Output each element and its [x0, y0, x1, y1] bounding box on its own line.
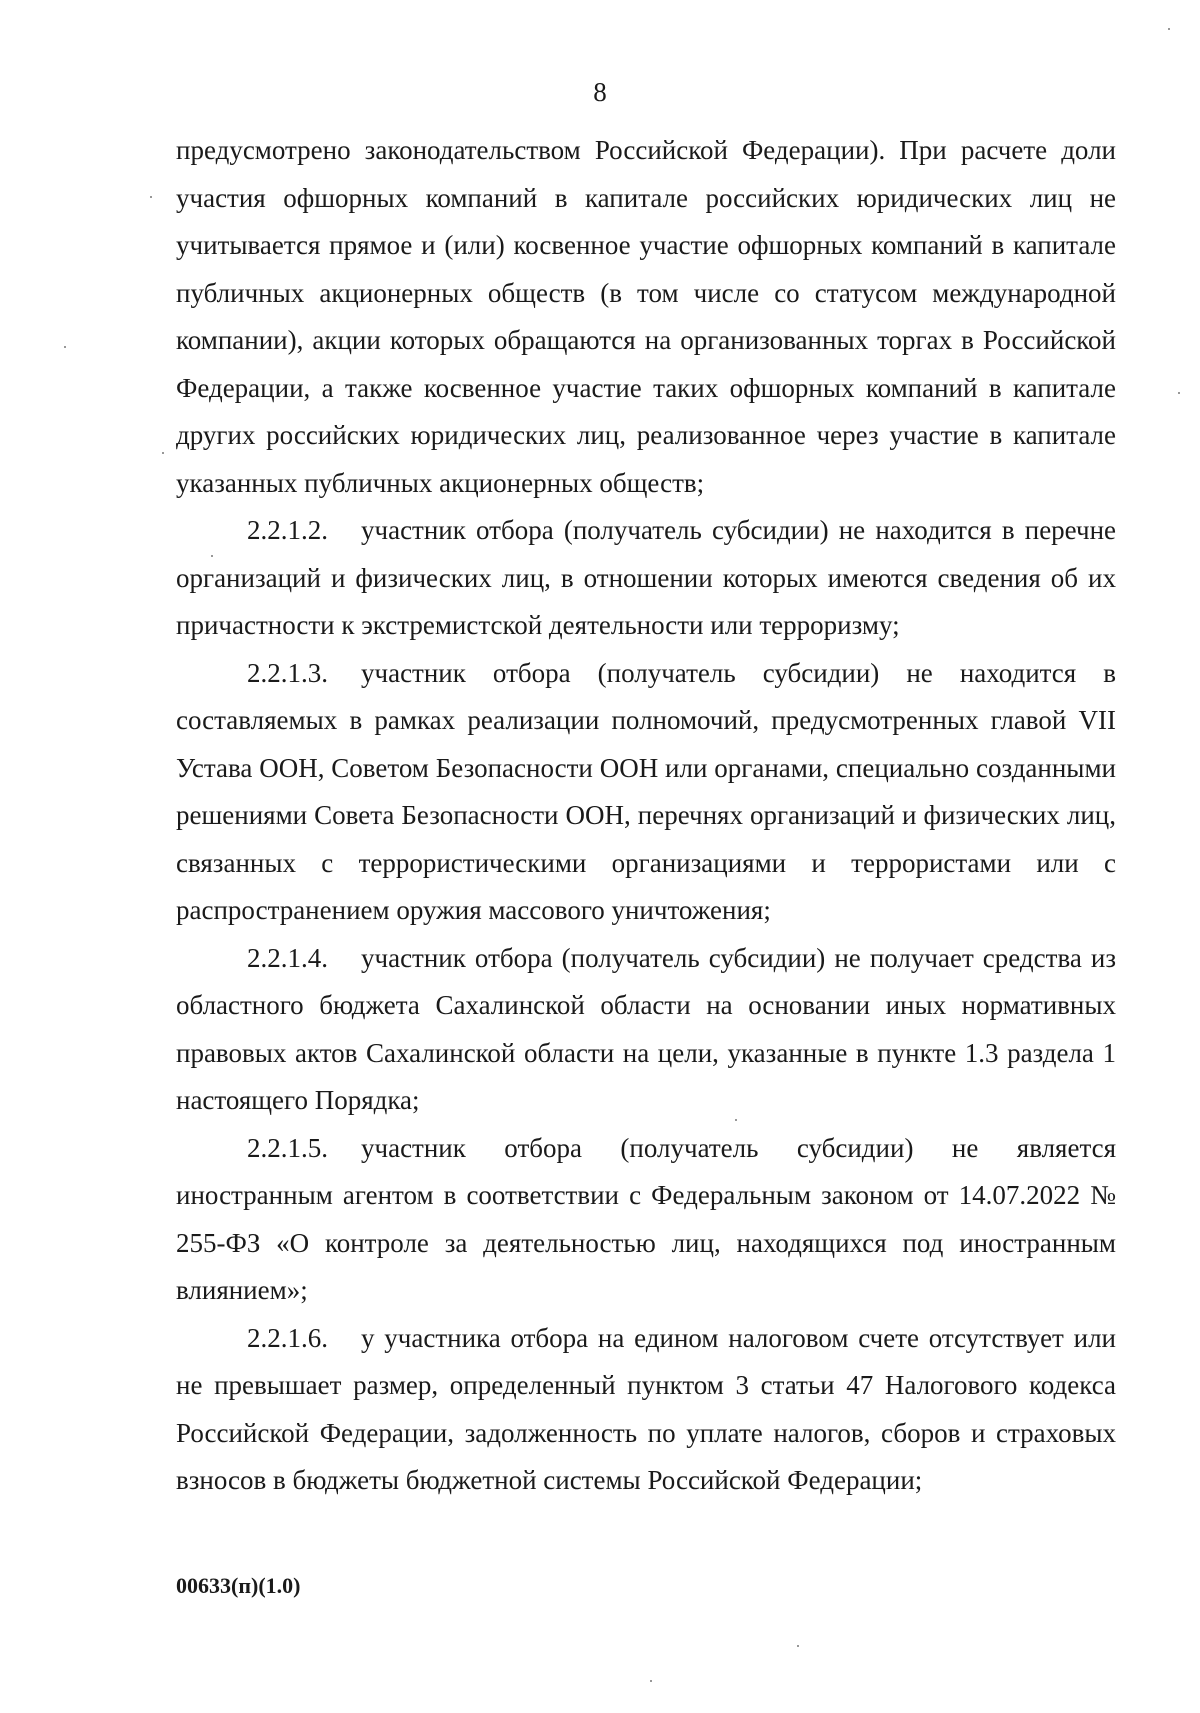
clause-text: участник отбора (получатель субсидии) не находится в составляемых в рамках реализации полномочий, предусмотренных главой VII Устава ООН, Советом Безопасности ООН или органами, специально созданными решениями Совета Безопасности ООН, перечнях организаций и физических лиц, связанных с террористическими организациями и террористами или с распространением оружия массового уничтожения; [176, 657, 1116, 925]
scan-speck [1178, 392, 1180, 394]
scan-speck [162, 452, 164, 454]
clause-2-2-1-6 [176, 1315, 1116, 1505]
scan-speck [64, 346, 66, 348]
clause-text: у участника отбора на едином налоговом счете отсутствует или не превышает размер, определенный пунктом 3 статьи 47 Налогового кодекса Российской Федерации, задолженность по уплате налогов, сборов и страховых взносов в бюджеты бюджетной системы Российской Федерации; [176, 1322, 1116, 1495]
scan-speck [150, 196, 152, 198]
clause-text: участник отбора (получатель субсидии) не находится в перечне организаций и физических лиц, в отношении которых имеются сведения об их причастности к экстремистской деятельности или терроризму; [176, 515, 1116, 640]
continuation-paragraph: предусмотрено законодательством Российской Федерации). При расчете доли участия офшорных компаний в капитале российских юридических лиц не учитывается прямое и (или) косвенное участие офшорных компаний в капитале публичных акционерных обществ (в том числе со статусом международной компании), акции которых обращаются на организованных торгах в Российской Федерации, а также косвенное участие таких офшорных компаний в капитале других российских юридических лиц, реализованное через участие в капитале указанных публичных акционерных обществ; [176, 135, 1116, 498]
clause-number: 2.2.1.2. [247, 515, 328, 545]
document-code: 00633(п)(1.0) [176, 1573, 301, 1598]
scan-speck [211, 555, 213, 557]
scan-speck [797, 1645, 799, 1647]
clause-number: 2.2.1.5. [247, 1132, 328, 1163]
scan-speck [735, 1119, 737, 1121]
clause-2-2-1-5 [176, 1125, 1116, 1315]
clause-number: 2.2.1.3. [247, 657, 328, 688]
scan-speck [1168, 28, 1170, 30]
clause-text: участник отбора (получатель субсидии) не получает средства из областного бюджета Сахалинской области на основании иных нормативных правовых актов Сахалинской области на цели, указанные в пункте 1.3 раздела 1 настоящего Порядка; [176, 942, 1116, 1115]
clause-text: участник отбора (получатель субсидии) не является иностранным агентом в соответствии с Федеральным законом от 14.07.2022 № 255-ФЗ «О контроле за деятельностью лиц, находящихся под иностранным влиянием»; [176, 1132, 1116, 1305]
scan-speck [650, 1680, 652, 1682]
clause-2-2-1-4 [176, 935, 1116, 1125]
page-number: 8 [593, 77, 607, 107]
document-body [176, 127, 1116, 1505]
clause-2-2-1-2 [176, 507, 1116, 650]
clause-2-2-1-3 [176, 650, 1116, 935]
clause-number: 2.2.1.4. [247, 942, 328, 973]
clause-number: 2.2.1.6. [247, 1322, 328, 1353]
